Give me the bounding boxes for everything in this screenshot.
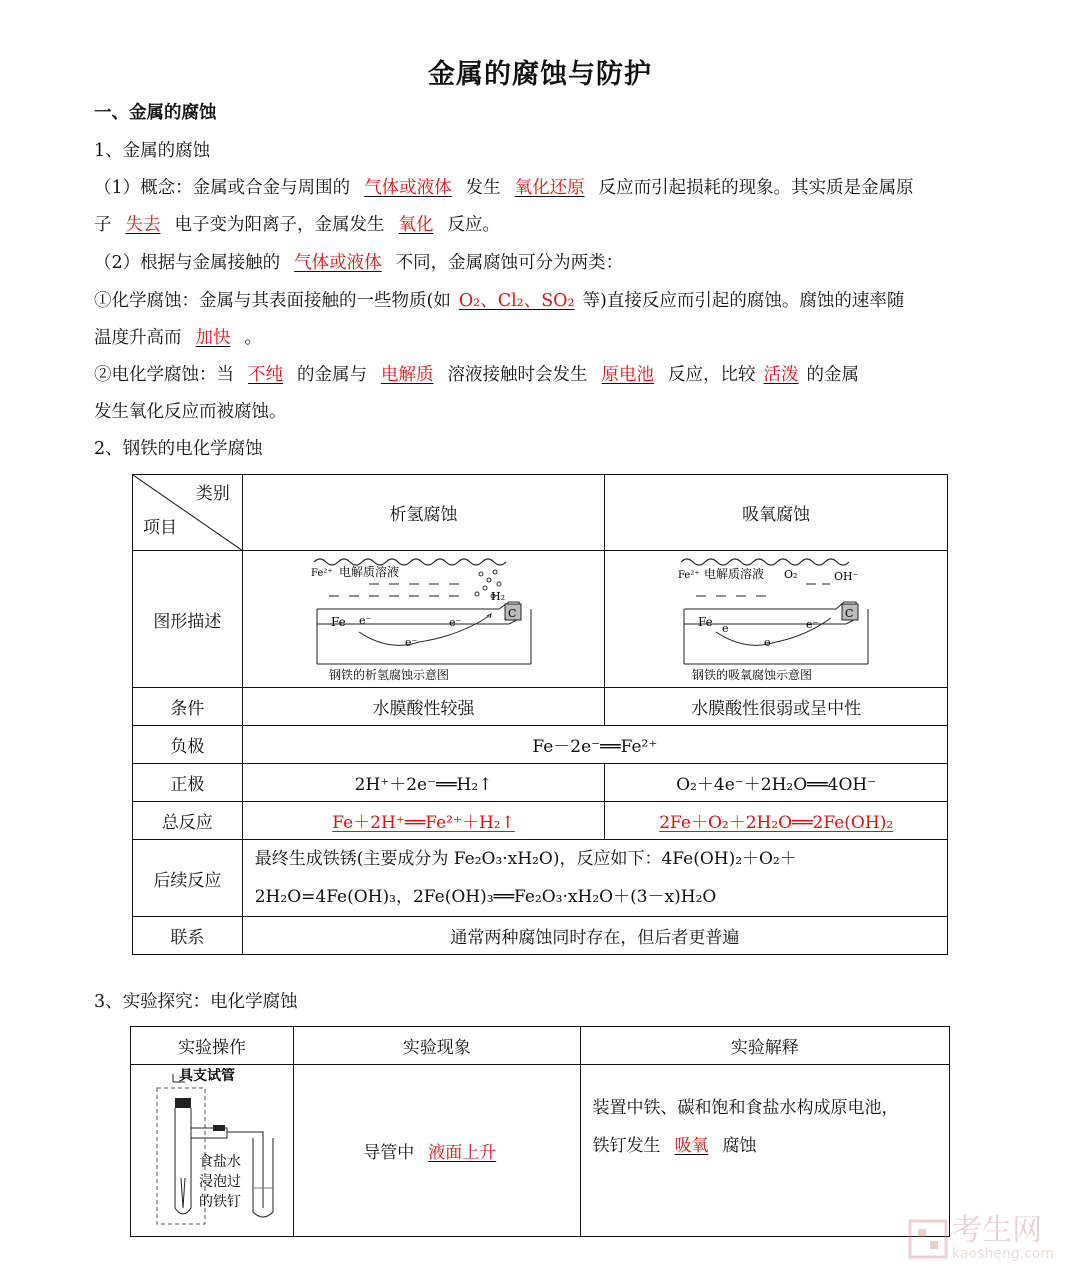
subheading-3: 3、实验探究：电化学腐蚀 [94, 992, 298, 1012]
electrochemical-line-1: ②电化学腐蚀：当 不纯 的金属与 电解质 溶液接触时会发生 原电池 反应，比较 活泼 的金属 [94, 365, 859, 385]
follow-up-reactions: 最终生成铁锈(主要成分为 Fe₂O₃·xH₂O)，反应如下：4Fe(OH)₂＋O₂＋ 2H₂O=4Fe(OH)₃，2Fe(OH)₃══Fe₂O₃·xH₂O＋(3－x)H₂O [242, 840, 947, 917]
diagram-caption: 钢铁的吸氧腐蚀示意图 [692, 668, 813, 682]
diagonal-header-cell [133, 475, 243, 551]
diagram-caption: 钢铁的析氢腐蚀示意图 [328, 668, 449, 682]
carbon-label: C [507, 607, 516, 620]
watermark-logo-icon [908, 1219, 948, 1259]
blank-answer: 氧化 [398, 215, 434, 235]
condition-hydrogen: 水膜酸性较强 [242, 688, 605, 726]
blank-answer: O₂、Cl₂、SO₂ [458, 291, 575, 311]
oxygen-diagram-cell [605, 551, 948, 688]
o2-label: O₂ [784, 568, 798, 581]
label-test-tube: 具支试管 [178, 1067, 235, 1084]
electron-label: e⁻ [806, 618, 819, 631]
row-label-total: 总反应 [133, 802, 243, 840]
blank-answer: 电解质 [381, 365, 434, 385]
fe2-label: Fe²⁺ [310, 568, 333, 579]
blank-answer: 吸氧 [674, 1136, 709, 1156]
negative-electrode-reaction: Fe－2e⁻══Fe²⁺ [242, 726, 947, 764]
subheading-2: 2、钢铁的电化学腐蚀 [94, 439, 263, 459]
electron-label: e⁻ [448, 616, 461, 629]
blank-answer: 氧化还原 [514, 178, 585, 198]
electron-label: e [764, 636, 771, 649]
electrochemical-line-2: 发生氧化反应而被腐蚀。 [94, 402, 287, 422]
row-label-figure: 图形描述 [133, 551, 243, 688]
condition-oxygen: 水膜酸性很弱或呈中性 [605, 688, 948, 726]
blank-answer: 气体或液体 [364, 178, 452, 198]
blank-answer: 活泼 [763, 365, 799, 385]
label-soaked: 浸泡过 [198, 1173, 241, 1190]
fe2-label: Fe²⁺ [678, 570, 700, 581]
row-label-relation: 联系 [133, 917, 243, 955]
electrolyte-label: 电解质溶液 [704, 567, 765, 581]
electron-label: e⁻ [404, 636, 417, 649]
row-label-positive: 正极 [133, 764, 243, 802]
electron-label: e⁻ [358, 614, 371, 627]
oxygen-absorption-diagram [676, 554, 876, 684]
header-category: 类别 [195, 484, 230, 504]
header-operation: 实验操作 [131, 1027, 294, 1065]
chemical-corrosion-line-1: ①化学腐蚀：金属与其表面接触的一些物质(如 O₂、Cl₂、SO₂ 等)直接反应而引起的腐蚀。腐蚀的速率随 [94, 291, 905, 311]
apparatus-diagram [137, 1068, 287, 1234]
hydrogen-diagram-cell [242, 551, 605, 688]
chemical-corrosion-line-2: 温度升高而 加快 。 [94, 328, 262, 348]
positive-reaction-oxygen: O₂＋4e⁻＋2H₂O══4OH⁻ [605, 764, 948, 802]
section-heading: 一、金属的腐蚀 [94, 103, 217, 123]
watermark-url: kaosheng.com [952, 1246, 1054, 1262]
h2-label: H₂ [490, 590, 505, 603]
row-label-negative: 负极 [133, 726, 243, 764]
column-header-hydrogen: 析氢腐蚀 [242, 475, 605, 551]
header-phenomenon: 实验现象 [293, 1027, 580, 1065]
fe-label: Fe [330, 615, 346, 629]
blank-answer: 加快 [195, 328, 231, 348]
header-item: 项目 [143, 518, 177, 538]
watermark [908, 1213, 1054, 1262]
total-reaction-oxygen: 2Fe＋O₂＋2H₂O══2Fe(OH)₂ [605, 802, 948, 840]
row-label-follow: 后续反应 [133, 840, 243, 917]
blank-answer: 不纯 [248, 365, 283, 385]
row-label-condition: 条件 [133, 688, 243, 726]
corrosion-comparison-table [132, 474, 948, 955]
oh-label: OH⁻ [834, 570, 859, 583]
hydrogen-evolution-diagram [309, 554, 539, 684]
classification-line: （2）根据与金属接触的 气体或液体 不同，金属腐蚀可分为两类： [94, 253, 624, 273]
watermark-name: 考生网 [952, 1213, 1043, 1248]
apparatus-cell [131, 1065, 294, 1237]
total-reaction-hydrogen: Fe＋2H⁺══Fe²⁺＋H₂↑ [242, 802, 605, 840]
subheading-1: 1、金属的腐蚀 [94, 141, 211, 161]
carbon-label: C [845, 607, 854, 620]
concept-line-1: （1）概念：金属或合金与周围的 气体或液体 发生 氧化还原 反应而引起损耗的现象。其实质是金属原 [94, 178, 914, 198]
electrolyte-label: 电解质溶液 [338, 565, 399, 579]
blank-answer: 液面上升 [428, 1143, 497, 1163]
explanation-cell: 装置中铁、碳和饱和食盐水构成原电池， 铁钉发生 吸氧 腐蚀 [580, 1065, 949, 1237]
blank-answer: 气体或液体 [294, 253, 382, 273]
experiment-table [130, 1026, 950, 1237]
positive-reaction-hydrogen: 2H⁺＋2e⁻══H₂↑ [242, 764, 605, 802]
label-nail: 的铁钉 [198, 1193, 241, 1210]
blank-answer: 原电池 [601, 365, 654, 385]
header-explanation: 实验解释 [580, 1027, 949, 1065]
relation-text: 通常两种腐蚀同时存在，但后者更普遍 [242, 917, 947, 955]
phenomenon-cell: 导管中 液面上升 [293, 1065, 580, 1237]
electron-label: e [722, 622, 729, 635]
concept-line-2: 子 失去 电子变为阳离子，金属发生 氧化 反应。 [94, 215, 500, 235]
label-salt-water: 食盐水 [198, 1153, 241, 1170]
column-header-oxygen: 吸氧腐蚀 [605, 475, 948, 551]
page-title: 金属的腐蚀与防护 [428, 59, 652, 90]
blank-answer: 失去 [125, 215, 161, 235]
fe-label: Fe [698, 615, 713, 629]
